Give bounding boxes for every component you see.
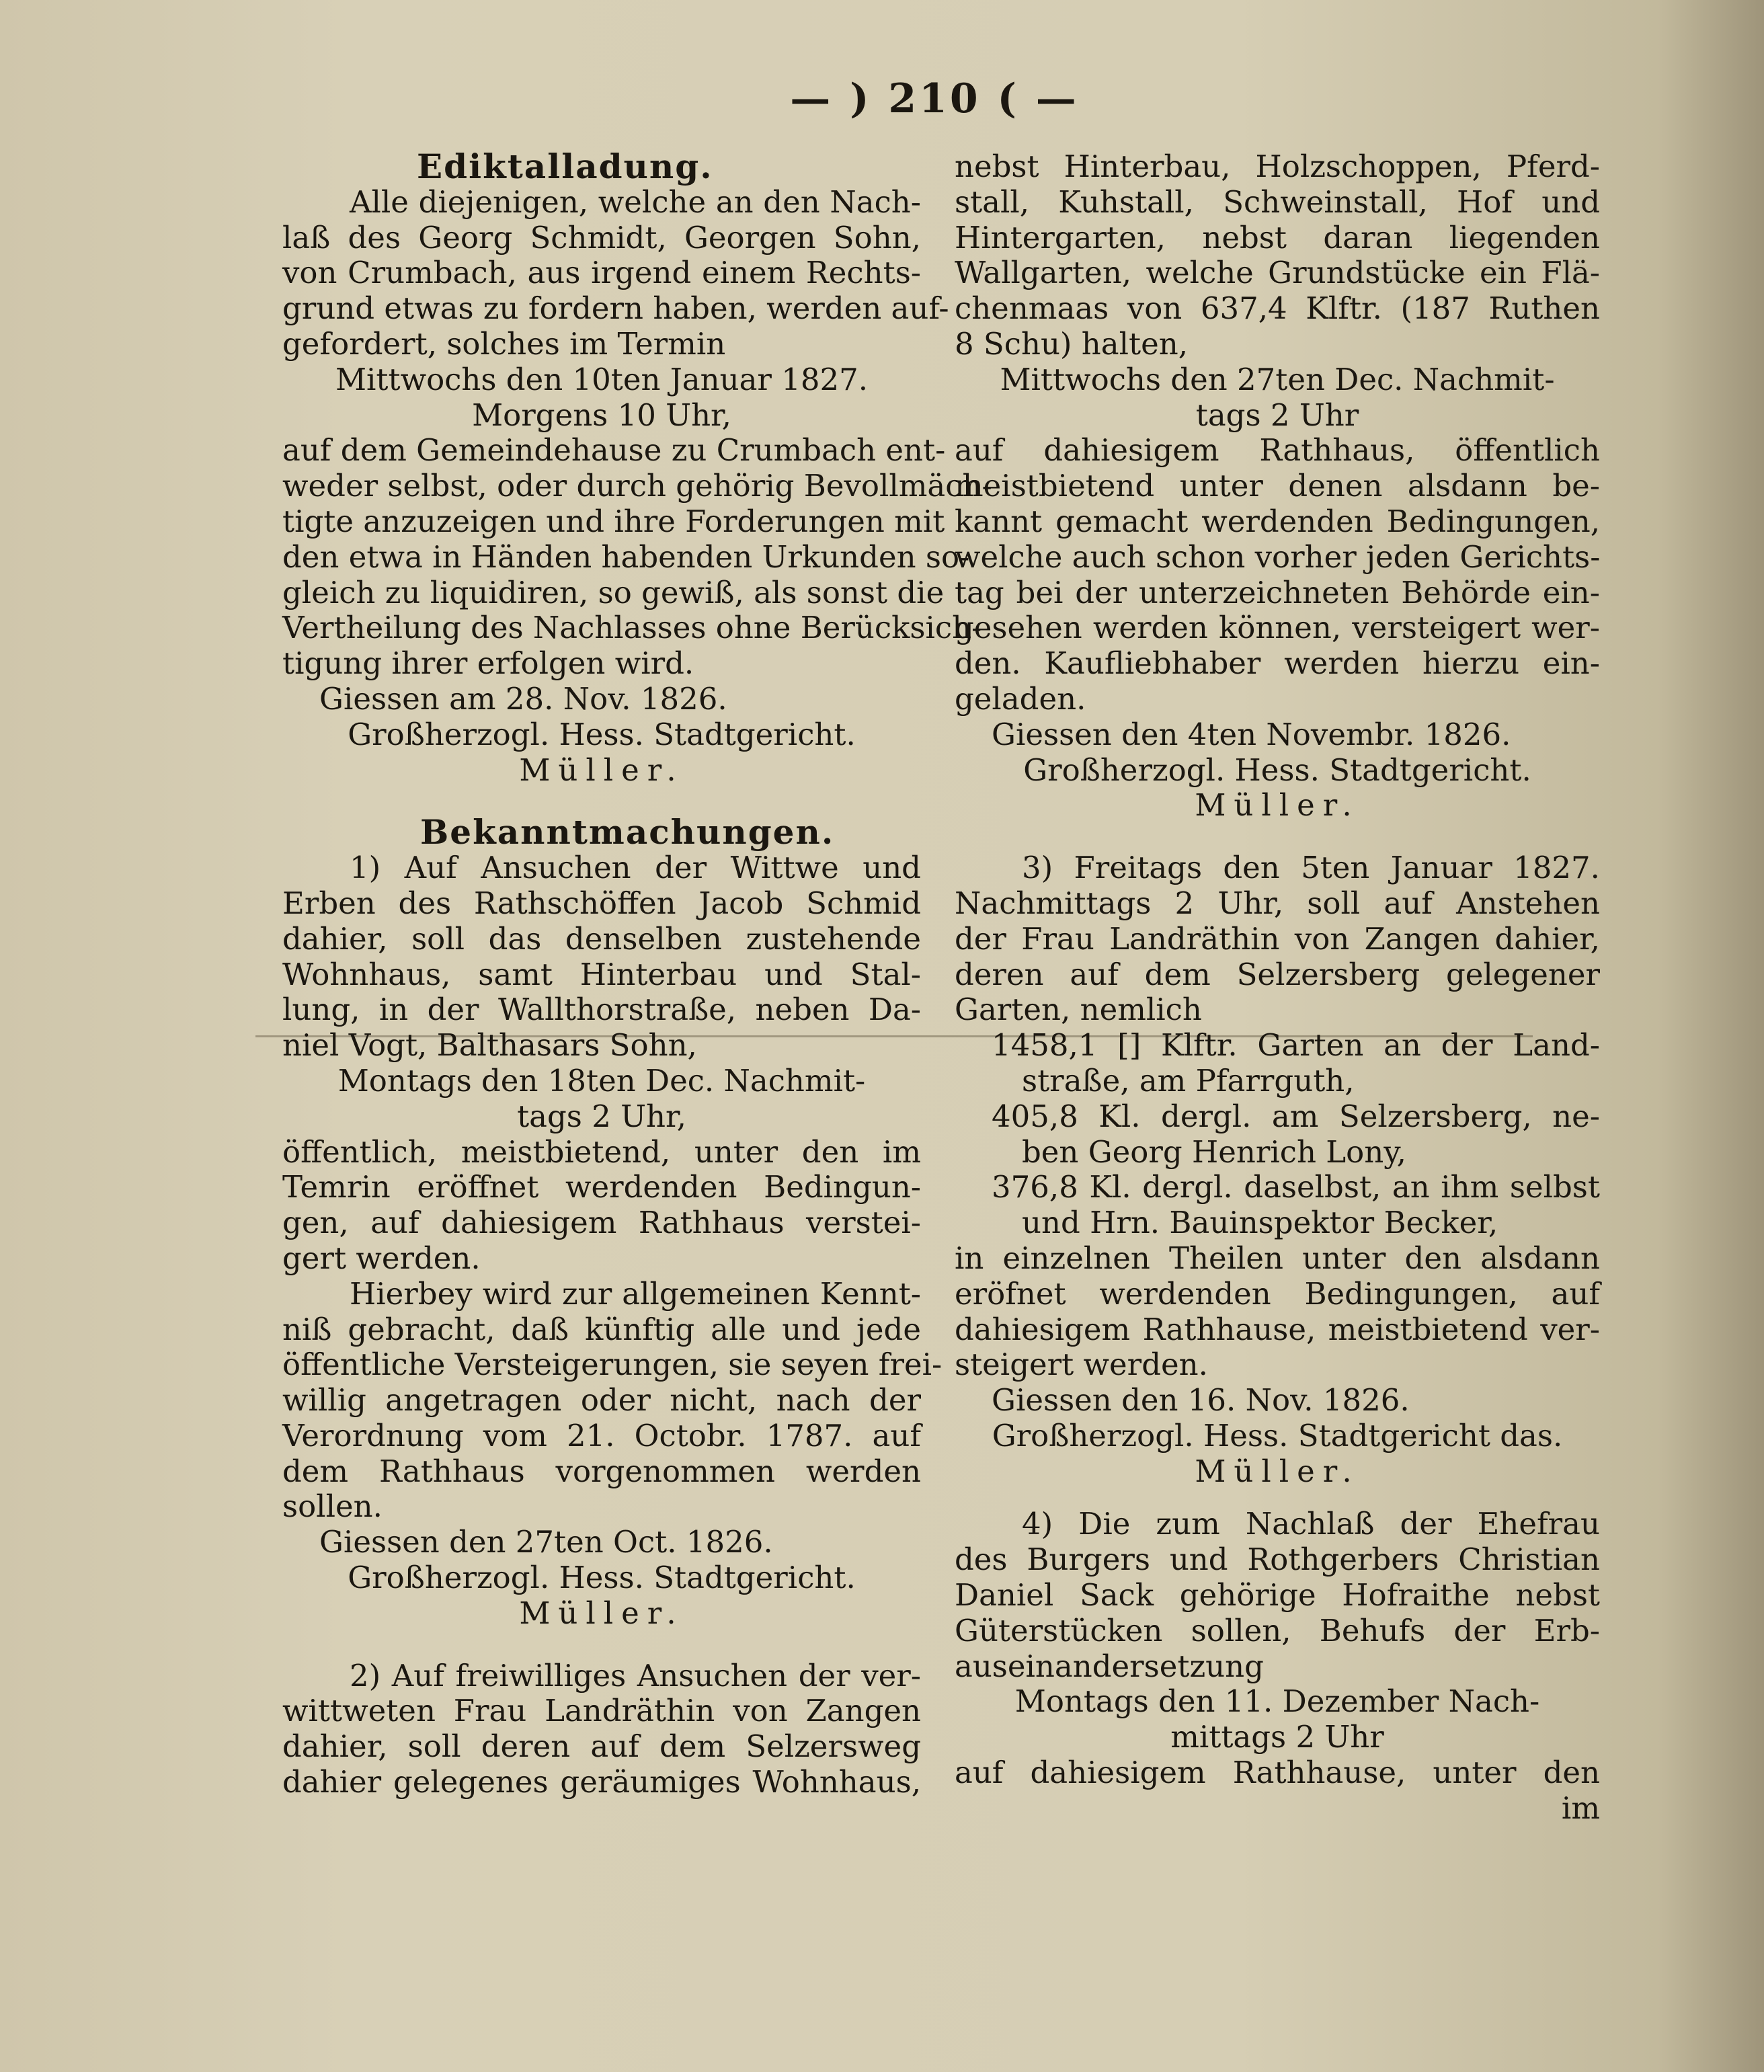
text-line: grund etwas zu fordern haben, werden auf- — [282, 290, 949, 327]
text-line: wittweten Frau Landräthin von Zangen — [282, 1693, 921, 1729]
text-line: 4) Die zum Nachlaß der Ehefrau — [1022, 1506, 1600, 1542]
text-line: Alle diejenigen, welche an den Nach- — [350, 184, 921, 220]
text-line: dahier, soll deren auf dem Selzersweg — [282, 1728, 921, 1765]
signer-name: Müller. — [519, 1595, 684, 1631]
text-line: Verordnung vom 21. Octobr. 1787. auf — [282, 1417, 921, 1453]
text-line: 2) Auf freiwilliges Ansuchen der ver- — [350, 1657, 921, 1694]
text-line: auf dem Gemeindehause zu Crumbach ent- — [282, 432, 946, 469]
text-line: Erben des Rathschöffen Jacob Schmid — [282, 885, 921, 921]
left-column — [282, 147, 992, 1800]
text-line: der Frau Landräthin von Zangen dahier, — [955, 920, 1600, 957]
text-line: auf dahiesigem Rathhause, unter den — [955, 1755, 1600, 1791]
text-line: auf dahiesigem Rathhaus, öffentlich — [955, 432, 1600, 469]
list-item: und Hrn. Bauinspektor Becker, — [1022, 1205, 1498, 1241]
text-line: niß gebracht, daß künftig alle und jede — [282, 1311, 921, 1347]
text-line: eröfnet werdenden Bedingungen, auf — [955, 1275, 1600, 1312]
text-line: des Burgers und Rothgerbers Christian — [955, 1542, 1600, 1578]
text-line: dahier, soll das denselben zustehende — [282, 920, 921, 957]
place-date: Giessen den 27ten Oct. 1826. — [319, 1524, 773, 1560]
text-line: tag bei der unterzeichneten Behörde ein- — [955, 574, 1600, 610]
text-line: deren auf dem Selzersberg gelegener — [955, 956, 1600, 992]
text-line: gert werden. — [282, 1240, 481, 1276]
list-item: 1458,1 [] Klftr. Garten an der Land- — [992, 1027, 1600, 1064]
text-line: Vertheilung des Nachlasses ohne Berücksich- — [282, 610, 982, 646]
text-line: dem Rathhaus vorgenommen werden — [282, 1453, 921, 1489]
section-heading: Ediktalladung. — [417, 147, 713, 186]
section-heading: Bekanntmachungen. — [420, 812, 835, 852]
text-line: öffentlich, meistbietend, unter den im — [282, 1133, 921, 1170]
text-line: kannt gemacht werdenden Bedingungen, — [955, 503, 1600, 539]
text-line: dahiesigem Rathhause, meistbietend ver- — [955, 1311, 1600, 1347]
list-item: 376,8 Kl. dergl. daselbst, an ihm selbst — [992, 1169, 1600, 1205]
text-line: tigte anzuzeigen und ihre Forderungen mit — [282, 503, 945, 539]
text-line: Hierbey wird zur allgemeinen Kennt- — [350, 1275, 921, 1312]
text-line: willig angetragen oder nicht, nach der — [282, 1382, 921, 1419]
text-line: welche auch schon vorher jeden Gerichts- — [955, 539, 1601, 575]
list-item: straße, am Pfarrguth, — [1022, 1062, 1355, 1099]
text-line: niel Vogt, Balthasars Sohn, — [282, 1027, 697, 1064]
text-line: geladen. — [955, 680, 1086, 717]
date-line: Montags den 18ten Dec. Nachmit- — [337, 1062, 866, 1099]
text-line: gesehen werden können, versteigert wer- — [955, 610, 1600, 646]
text-line: gleich zu liquidiren, so gewiß, als sonst die — [282, 574, 945, 610]
text-line: nebst Hinterbau, Holzschoppen, Pferd- — [955, 149, 1600, 184]
text-line: chenmaas von 637,4 Klftr. (187 Ruthen — [955, 290, 1600, 327]
date-line: Morgens 10 Uhr, — [472, 397, 731, 433]
text-line: Wohnhaus, samt Hinterbau und Stal- — [282, 956, 921, 992]
text-line: dahier gelegenes geräumiges Wohnhaus, — [282, 1764, 921, 1800]
right-column — [955, 149, 1600, 1827]
text-line: Wallgarten, welche Grundstücke ein Flä- — [955, 255, 1600, 291]
text-line: 8 Schu) halten, — [955, 325, 1188, 362]
text-line: sollen. — [282, 1488, 383, 1525]
date-line: mittags 2 Uhr — [1170, 1719, 1384, 1755]
catchword: im — [1561, 1790, 1600, 1826]
text-line: Hintergarten, nebst daran liegenden — [955, 219, 1600, 255]
date-line: Mittwochs den 10ten Januar 1827. — [335, 361, 869, 397]
date-line: Montags den 11. Dezember Nach- — [1014, 1683, 1540, 1720]
court-signature: Großherzogl. Hess. Stadtgericht. — [348, 1560, 856, 1596]
text-line: tigung ihrer erfolgen wird. — [282, 645, 694, 682]
date-line: Mittwochs den 27ten Dec. Nachmit- — [1000, 361, 1555, 397]
text-line: Güterstücken sollen, Behufs der Erb- — [955, 1612, 1600, 1648]
date-line: tags 2 Uhr — [1195, 397, 1359, 433]
text-line: Garten, nemlich — [955, 992, 1202, 1028]
signer-name: Müller. — [519, 752, 684, 788]
list-item: ben Georg Henrich Lony, — [1022, 1133, 1406, 1170]
text-line: Daniel Sack gehörige Hofraithe nebst — [955, 1577, 1600, 1613]
text-line: lung, in der Wallthorstraße, neben Da- — [282, 992, 921, 1028]
text-line: weder selbst, oder durch gehörig Bevollmäch- — [282, 468, 992, 504]
text-line: den etwa in Händen habenden Urkunden so- — [282, 539, 970, 575]
court-signature: Großherzogl. Hess. Stadtgericht. — [1023, 752, 1531, 788]
court-signature: Großherzogl. Hess. Stadtgericht das. — [992, 1417, 1563, 1453]
text-line: von Crumbach, aus irgend einem Rechts- — [282, 255, 921, 291]
place-date: Giessen am 28. Nov. 1826. — [319, 680, 727, 717]
court-signature: Großherzogl. Hess. Stadtgericht. — [348, 716, 856, 752]
place-date: Giessen den 16. Nov. 1826. — [992, 1382, 1410, 1419]
place-date: Giessen den 4ten Novembr. 1826. — [992, 716, 1511, 752]
list-item: 405,8 Kl. dergl. am Selzersberg, ne- — [992, 1098, 1600, 1134]
text-line: auseinandersetzung — [955, 1648, 1264, 1684]
page-number: — ) 210 ( — — [790, 75, 1079, 122]
text-line: steigert werden. — [955, 1347, 1208, 1383]
text-line: stall, Kuhstall, Schweinstall, Hof und — [955, 184, 1600, 220]
text-line: 1) Auf Ansuchen der Wittwe und — [350, 850, 921, 886]
text-line: den. Kaufliebhaber werden hierzu ein- — [955, 645, 1600, 682]
signer-name: Müller. — [1195, 787, 1360, 824]
text-line: öffentliche Versteigerungen, sie seyen frei- — [282, 1347, 943, 1383]
signer-name: Müller. — [1195, 1453, 1360, 1489]
text-line: Temrin eröffnet werdenden Bedingun- — [282, 1169, 921, 1205]
text-line: in einzelnen Theilen unter den alsdann — [955, 1240, 1600, 1276]
text-line: laß des Georg Schmidt, Georgen Sohn, — [282, 219, 921, 255]
text-line: Nachmittags 2 Uhr, soll auf Anstehen — [955, 885, 1600, 921]
text-line: gefordert, solches im Termin — [282, 325, 726, 362]
text-line: 3) Freitags den 5ten Januar 1827. — [1022, 850, 1600, 886]
date-line: tags 2 Uhr, — [517, 1098, 686, 1134]
text-line: gen, auf dahiesigem Rathhaus verstei- — [282, 1205, 921, 1241]
text-line: meistbietend unter denen alsdann be- — [955, 468, 1600, 504]
